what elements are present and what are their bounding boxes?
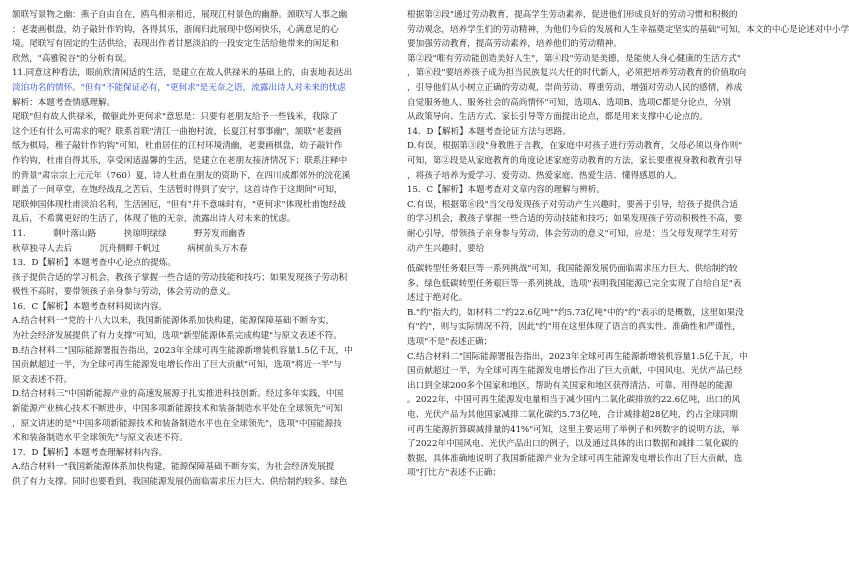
text-line: 原文表述不符。	[12, 374, 73, 385]
text-line: 供了有力支撑。同时也要看到，我国能源发展仍面临需求压力巨大、供给制约较多、绿色	[12, 477, 348, 487]
text-line: 解析：本题考查情感理解。	[12, 97, 116, 108]
text-line: D.有误，根据第③段"身教胜于言教，在家庭中对孩子进行劳动教育，父母必须以身作则"	[407, 141, 743, 152]
left-column	[12, 8, 387, 490]
text-line: 劳动观念，培养学生们的劳动精神，为他们今后的发展和人生幸福奠定坚实的基础"可知，本文的中心是论述对中小学	[407, 24, 849, 35]
text-line: 15．C【解析】本题考查对文章内容的理解与辨析。	[407, 185, 605, 196]
text-line: 自觉服务他人、服务社会的高尚情怀"可知，选项A、选项B、选项C都是分论点，分别	[407, 97, 731, 108]
q12-item: 野芳发而幽香	[194, 228, 246, 239]
text-line: 欣然，"高雅锐谷"的分析有误。	[12, 53, 132, 64]
q12-answer-row	[12, 227, 387, 242]
text-line: 从政策导向、生活方式、家长引导等方面提出论点，都是用来支撑中心论点的。	[407, 112, 708, 123]
text-line: 颔联写景物之幽：燕子自由自在，鸥鸟相亲相近，展现江村景色的幽静。颈联写人事之幽	[12, 10, 348, 20]
text-line: 可再生能源折算碳减排量的41%"可知，这里主要运用了举例子和列数字的说明方法，举	[407, 424, 740, 435]
text-line: 数据，具体准确地说明了我国新能源产业为全球可再生能源发电增长作出了巨大贡献，选	[407, 453, 743, 464]
text-line: 动产生兴趣时，要给	[407, 243, 485, 254]
text-line: 出口到全球200多个国家和地区，帮助有关国家和地区获得清洁、可靠、用得起的能源	[407, 380, 733, 391]
text-line: ，第⑥段"要培养孩子成为担当民族复兴大任的时代新人，必须把培养劳动教育的价值取向	[407, 68, 747, 79]
text-line: D.结合材料三"中国新能源产业的高速发展源于扎实推进科技创新。经过多年实践，中国	[12, 389, 344, 400]
text-line: 的学习机会，教孩子掌握一些合适的劳动技能和技巧；如果发现孩子劳动积极性不高，要	[407, 214, 743, 225]
text-line: 畔盖了一间草堂，在饱经战乱之苦后，生活暂时得到了安宁，这首诗作于这期间"可知，	[12, 185, 343, 196]
text-line: 多、绿色低碳转型任务艰巨等一系列挑战，选项"表明我国能源已完全实现了自给自足"表	[407, 278, 742, 289]
text-line: B.结合材料二"国际能源署报告指出，2023年全球可再生能源新增装机容量1.5亿千瓦，中	[12, 345, 353, 356]
text-line: 这个还有什么可需求的呢？联系首联"清江一曲抱村流，长夏江村事事幽"，颔联"老妻画	[12, 126, 342, 137]
text-line: 极性不高时，要带领孩子亲身参与劳动，体会劳动的意义。	[12, 287, 236, 298]
text-line: 有"约"，则与实际情况不符，因此"约"用在这里体现了语言的真实性、准确性和严谨性，	[407, 322, 741, 333]
q12-item: 剩叶落山路	[53, 228, 97, 239]
text-line: 17．D【解析】本题考查理解材料内容。	[12, 447, 168, 458]
text-line: 新能源产业核心技术不断进步，中国多项新能源技术和装备制造水平处在全球领先"可知	[12, 404, 343, 415]
text-line: 13．D【解析】本题考查中心论点的提炼。	[12, 258, 176, 269]
text-line: 电、光伏产品为其他国家减排二氧化碳约5.73亿吨，合计减排超28亿吨，约占全球同期	[407, 410, 738, 421]
text-line: 述过于绝对化。	[407, 293, 468, 304]
q12-item: 沉舟侧畔千帆过	[99, 243, 160, 254]
text-line: 。2022年，中国可再生能源发电量相当于减少国内二氧化碳排放约22.6亿吨，出口的风	[407, 395, 741, 406]
text-line: 11.同意这种看法，眼前欣清闲适的生活，是建立在故人供禄米的基础上的，由衷地表达出	[12, 68, 353, 79]
text-line: 国贡献超过一半，为全球可再生能源发电增长作出了巨大贡献"可知，选项"将近一半"与	[12, 360, 342, 371]
text-line: 孩子提供合适的学习机会，教孩子掌握一些合适的劳动技能和技巧；如果发现孩子劳动积	[12, 272, 348, 283]
text-line: 作钓钩，杜甫自得其乐，享受闲适温馨的生活，是建立在老朋友接济情况下；联系注释中	[12, 155, 348, 166]
text-line: 为社会经济发展提供了有力支撑"可知，选项"新型能源体系完成构建"与原文表述不符。	[12, 331, 342, 342]
text-line: 纸为棋局，稚子敲针作钓钩"可知，杜甫居住的江村环境清幽，老妻画棋盘，幼子敲针作	[12, 141, 343, 152]
text-line: 14．D【解析】本题考查论证方法与思路。	[407, 126, 571, 137]
text-line: A.结合材料一"我国新能源体系加快构建，能源保障基础不断夯实，为社会经济发展提	[12, 462, 335, 473]
right-column	[407, 8, 849, 481]
text-line: 16．C【解析】本题考查材料阅读内容。	[12, 301, 168, 312]
text-line: 耐心引导，带领孩子亲身参与劳动，体会劳动的意义"可知，应是：当父母发现学生对劳	[407, 228, 738, 239]
text-line: 境。尾联写有固定的生活供给，表现出作者甘愿淡泊的一段安定生活给他带来的闲足和	[12, 39, 339, 50]
q12-item: 秋草独寻人去后	[12, 243, 73, 254]
text-line: C.结合材料二"国际能源署报告指出，2023年全球可再生能源新增装机容量1.5亿千瓦，中	[407, 351, 748, 362]
text-line: ，原文讲述的是"中国多项新能源技术和装备制造水平也在全球领先"，选项"中国能源技	[12, 418, 342, 429]
q12-number: 11.	[12, 228, 26, 239]
text-line: ，将孩子培养为爱学习、爱劳动、热爱家庭、热爱生活、懂得感恩的人。	[407, 170, 683, 181]
q12-item: 病树前头万木春	[187, 243, 248, 254]
text-line: 尾联伸国体现杜甫淡泊名利，生活困厄，"但有"并不意味时有，"更何求"体现杜甫饱经战	[12, 199, 346, 210]
q12-answer-row	[12, 242, 387, 257]
text-line: 可知，第②段是从家庭教育的角度论述家庭劳动教育的方法，家长要重视身教和教育引导	[407, 155, 743, 166]
text-line: 了2022年中国风电、光伏产品出口的例子，以及通过具体的出口数据和减排二氧化碳的	[407, 439, 739, 450]
text-line: 项"打比方"表述不正确；	[407, 468, 501, 479]
text-line: B."约"指大约，如材料二"约22.6亿吨""约5.73亿吨"中的"约"表示的是概数，这里如果没	[407, 307, 744, 318]
text-line: 选项"不是"表述正确；	[407, 337, 493, 348]
text-line: 国贡献超过一半，为全球可再生能源发电增长作出了巨大贡献，中国风电、光伏产品已经	[407, 366, 743, 377]
text-line: 的背景"肃宗宗上元元年（760）夏，诗人杜甫在朋友的资助下，在四川成都郊外的浣花溪	[12, 170, 351, 181]
text-line: 尾联"但有故人供禄米，微躯此外更何求"意思是：只要有老朋友给予一些钱米，我除了	[12, 112, 338, 123]
text-line: 第②段"唯有劳动能创造美好人生"，第④段"劳动是美德，是能使人身心健康的生活方式"	[407, 53, 741, 64]
q12-item: 挟琼明绿绿	[123, 228, 167, 239]
text-line: A.结合材料一"党的十八大以来，我国新能源体系加快构建，能源保障基础不断夯实，	[12, 316, 335, 327]
text-line: ，引导他们从小树立正确的劳动观，崇尚劳动、尊重劳动，增强对劳动人民的感情，养成	[407, 82, 743, 93]
text-line: 低碳转型任务艰巨等一系列挑战"可知，我国能源发展仍面临需求压力巨大、供给制约较	[407, 264, 738, 275]
text-line: 要加强劳动教育，提高劳动素养，培养他们的劳动精神。	[407, 39, 622, 50]
text-line: C.有误，根据第⑥段"当父母发现孩子对劳动产生兴趣时，要善于引导，给孩子提供合适	[407, 199, 738, 210]
text-line: 术和装备制造水平全球领先"与原文表述不符。	[12, 433, 188, 444]
text-line: 淡泊功名的情怀。"但有"不能保证必有，"更何求"是无奈之语，流露出诗人对未来的忧虑	[12, 82, 346, 93]
text-line: 乱后，不希冀更好的生活了，体现了他的无奈，流露出诗人对未来的忧虑。	[12, 214, 296, 225]
text-line: ：老妻画棋盘，幼子敲针作钓钩，各得其乐，浙闹归此展现中悠闲快乐，心满意足的心	[12, 24, 339, 35]
text-line: 根据第②段"通过劳动教育，提高学生劳动素养，促进他们形成良好的劳动习惯和积极的	[407, 10, 738, 20]
